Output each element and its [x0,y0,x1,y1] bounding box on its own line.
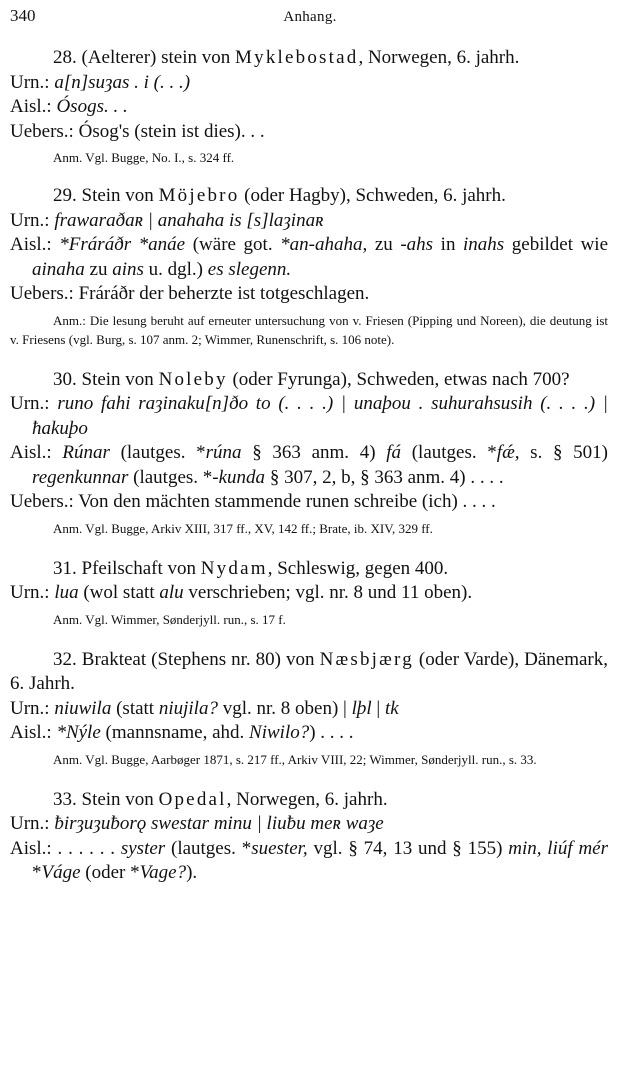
uebers-line: Uebers.: Von den mächten stammende runen schreibe (ich) . . . . [10,491,496,512]
page-header [10,6,610,30]
entry-title: 29. Stein von Möjebro (oder Hagby), Schweden, 6. jahrh. [53,185,506,206]
entry-29 [10,184,608,349]
entry-title: 31. Pfeilschaft von Nydam, Schleswig, gegen 400. [53,557,449,579]
running-title: Anhang. [283,9,337,25]
aisl-line: Aisl.: . . . . . . syster (lautges. *suester, vgl. § 74, 13 und § 155) min, liúf mér *Váge (oder *Vage?). [10,837,608,883]
aisl-line: Aisl.: Ósogs. . . [10,96,128,117]
entry-title: 32. Brakteat (Stephens nr. 80) von Næsbjærg (oder Varde), Dänemark, 6. Jahrh. [10,648,608,694]
entry-28 [10,46,608,167]
urn-line: Urn.: runo fahi raȝinaku[n]ðo to (. . . .) | unaþou . suhurahsusih (. . . .) | ħakuþo [10,393,609,439]
uebers-line: Uebers.: Ósog's (stein ist dies). . . [10,120,265,142]
aisl-line: Aisl.: *Nýle (mannsname, ahd. Niwilo?) . . . . [10,722,354,743]
entry-title: 33. Stein von Opedal, Norwegen, 6. jahrh. [53,788,388,810]
annotation-note: Anm. Vgl. Bugge, No. I., s. 324 ff. [53,150,235,165]
place-name: Noleby [158,368,228,390]
place-name: Opedal [158,788,227,810]
urn-line: Urn.: niuwila (statt niujila? vgl. nr. 8 oben) | lþl | tk [10,697,399,719]
place-name: Möjebro [158,185,240,206]
annotation-note: Anm. Vgl. Bugge, Aarbøger 1871, s. 217 ff., Arkiv VIII, 22; Wimmer, Sønderjyll. run., s. 33. [53,751,537,767]
aisl-line: Aisl.: *Fráráðr *anáe (wäre got. *an-ahaha, zu -ahs in inahs gebildet wie ainaha zu ains u. dgl.) es slegenn. [10,234,609,280]
urn-line: Urn.: a[n]suȝas . i (. . .) [10,71,191,93]
annotation-note: Anm. Vgl. Bugge, Arkiv XIII, 317 ff., XV, 142 ff.; Brate, ib. XIV, 329 ff. [53,520,433,536]
page-body [10,46,608,886]
urn-line: Urn.: lua (wol statt alu verschrieben; vgl. nr. 8 und 11 oben). [10,582,473,603]
entry-32 [10,648,608,769]
entry-33 [10,788,608,886]
uebers-line: Uebers.: Fráráðr der beherzte ist totgeschlagen. [10,283,370,304]
entry-31 [10,557,608,629]
place-name: Myklebostad [235,47,359,68]
annotation-note: Anm. Vgl. Wimmer, Sønderjyll. run., s. 17 f. [53,611,286,627]
aisl-line: Aisl.: Rúnar (lautges. *rúna § 363 anm. 4) fá (lautges. *fǽ, s. § 501) regenkunnar (lautges. *-kunda § 307, 2, b, § 363 anm. 4) . . . . [10,442,609,488]
entry-title: 30. Stein von Noleby (oder Fyrunga), Schweden, etwas nach 700? [53,368,570,390]
place-name: Nydam [200,557,268,579]
urn-line: Urn.: ƀirȝuȝuƀorǫ swestar minu | liuƀu meʀ waȝe [10,813,384,834]
place-name: Næsbjærg [319,648,414,670]
annotation-note: Anm.: Die lesung beruht auf erneuter untersuchung von v. Friesen (Pipping und Noreen), die deutung ist v. Friesens (vgl. Burg, s. 107 anm. 2; Wimmer, Runenschrift, s. 106 note). [10,312,608,347]
urn-line: Urn.: frawaraðaʀ | anahaha is [s]laȝinaʀ [10,209,324,231]
entry-title: 28. (Aelterer) stein von Myklebostad, Norwegen, 6. jahrh. [53,47,520,68]
page-number: 340 [10,6,36,25]
entry-30 [10,368,608,538]
